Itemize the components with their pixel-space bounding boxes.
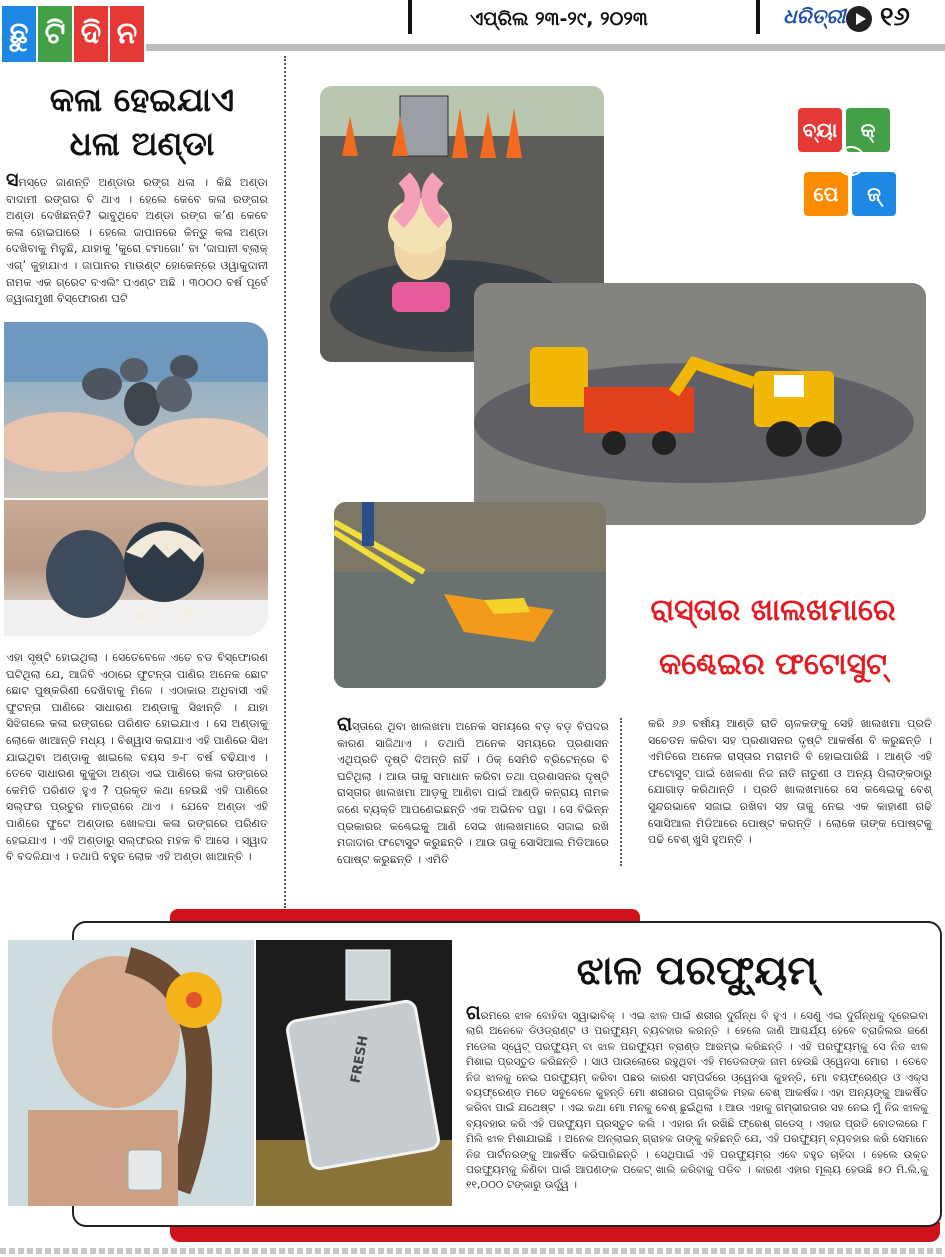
- pothole-headline-line: କଣ୍ଢେଇର ଫଟୋସୁଟ୍: [659, 647, 887, 682]
- perfume-bottle-photo: [256, 940, 452, 1206]
- pothole-text: ସ୍ତାରେ ଥିବା ଖାଲଖମା ଅନେକ ସମୟରେ ବଡ଼ ବଡ଼ ବିପଦର କାରଣ ସାଜିଥାଏ । ତଥାପି ଅନେକ ସମୟରେ ପ୍ରଶାସନ ଏଥିପ୍ରତି ଦୃଷ୍ଟି ଦିଅନ୍ତି ନାହିଁ । ଠିକ୍ ସେମିତି ବ୍ରିଟେନ୍‌ରେ ବି ଘଟିଥିଲା । ଆଉ ତାକୁ ସମାଧାନ କରିବା ତଥା ପ୍ରଶାସନର ଦୃଷ୍ଟି ରାସ୍ତାର ଖାଲଖମା ଆଡ଼କୁ ଆଣିବା ପାଇଁ ଆଣ୍ଡି କନ୍‌ରାୟ ନାମକ ଜଣେ ବ୍ୟକ୍ତି ଆପଣେଇଛନ୍ତି ଏକ ଅଭିନବ ପନ୍ଥା । ସେ ବିଭିନ୍ନ ପ୍ରକାରର କଣ୍ଢେଇକୁ ଆଣି ସେଇ ଖାଲଖମାରେ ସଜାଇ ରଖି ମଜାଦାର ଫଟୋସୁଟ କରୁଛନ୍ତି । ଆଉ ତାକୁ ସୋସିଆଲ ମିଡିଆରେ ପୋଷ୍ଟ କରୁଛନ୍ତି । ଏମିତି: [337, 720, 609, 866]
- header-divider: [756, 0, 760, 34]
- header-rule: [146, 44, 945, 51]
- section-logo-letter: ନ: [110, 6, 144, 62]
- eggs-headline-line: ଧଳା ଅଣ୍ଡା: [69, 124, 215, 163]
- page-number: ୧୬: [880, 2, 910, 32]
- toy-boat-in-pothole-illustration: [334, 502, 606, 688]
- model-illustration: [8, 940, 254, 1206]
- dropcap: ଗ: [466, 1002, 481, 1024]
- model-photo: [8, 940, 254, 1206]
- pothole-column-1: [337, 713, 609, 868]
- header-divider: [408, 0, 412, 34]
- eggs-paragraph-2: ଏହା ସୃଷ୍ଟି ହୋଇଥିଲା । ସେତେବେଳେ ଏତେ ବଡ ବିସ୍ଫୋରଣ ଘଟିଥିଲା ଯେ, ଆଜିବି ଏଠାରେ ଫୁଟନ୍ତା ପାଣିର ଅନେକ ଛୋଟ ଛୋଟ ପୁଷ୍କରିଣୀ ଦେଖିବାକୁ ମିଳେ । ଏଠାକାର ଅଧିବାସୀ ଏହି ଫୁଟନ୍ତା ପାଣିରେ ସାଧାରଣ ଅଣ୍ଡାକୁ ସିଝାନ୍ତି । ଯାହା ସିଝିଗଲେ କଳା ରଙ୍ଗରେ ପରିଣତ ହୋଇଯାଏ । ସେ ଅଣ୍ଡାକୁ ଲୋକେ ଖାଆନ୍ତି ମଧ୍ୟ । ବିଶ୍ୱାସ କରାଯାଏ ଏହି ପାଣିରେ ସିଝା ଯାଇଥିବା ଅଣ୍ଡାକୁ ଖାଇଲେ ବୟସ ୭-୮ ବର୍ଷ ବଢିଯାଏ । ତେବେ ସାଧାରଣ କୁକୁଡା ଅଣ୍ଡା ଏଇ ପାଣିରେ କଳା ରଙ୍ଗରେ କେମିତି ପରିଣତ ହୁଏ ? ପ୍ରକୃତ କଥା ହେଉଛି ଏହି ପାଣିରେ ସଲ୍ଫର ପ୍ରଚୁର ମାତ୍ରାରେ ଥାଏ । ଯେବେ ଅଣ୍ଡା ଏହି ପାଣିରେ ଫୁଟେ ଅଣ୍ଡାର ଖୋଳପା କଳା ରଙ୍ଗରେ ପରିଣତ ହେଇଯାଏ । ଏହି ଅଣ୍ଡାରୁ ସଲ୍ଫରର ମହକ ବି ଆସେ । ସ୍ୱାଦ ବି ବଦଳିଯାଏ । ତଥାପି ବହୁତ ଲୋକ ଏହି ଅଣ୍ଡା ଖାଆନ୍ତି ।: [6, 651, 268, 864]
- footer-rule: [0, 1248, 945, 1254]
- dropcap: ସ: [6, 169, 19, 191]
- perfume-headline: ଝାଳ ପରଫ୍ୟୁମ୍: [576, 948, 818, 994]
- dropcap: ରା: [337, 713, 353, 735]
- perfume-body: [466, 1002, 928, 1194]
- play-icon: [846, 6, 872, 32]
- brand-logo: ଧରିତ୍ରୀ: [783, 4, 846, 28]
- cracked-black-eggs-illustration: [4, 500, 268, 636]
- bottle-label: FRESH: [348, 1034, 372, 1085]
- back-page-letter: କ୍: [846, 108, 890, 152]
- issue-date: ଏପ୍ରିଲ ୨୩-୨୯, ୨୦୨୩: [470, 8, 648, 30]
- eggs-headline: [6, 78, 278, 166]
- perfume-text: ରମରେ ଝାଳ ବୋହିବା ସ୍ୱାଭାବିକ୍ । ଏଇ ଝାଳ ପାଇଁ ଶରୀର ଦୁର୍ଗନ୍ଧ ବି ହୁଏ । ସେଣୁ ଏଇ ଦୁର୍ଗନ୍ଧକୁ ଦୂରେଇବା ଲାଗି ଅନେକେ ଡିଓଡ୍ରାଣ୍ଟ ଓ ପରଫ୍ୟୁମ୍ ବ୍ୟବହାର କରନ୍ତି । ହେଲେ ଜାଣି ଆଶ୍ଚର୍ଯ୍ୟ ହେବେ ବ୍ରାଜିଲର ଜଣେ ମଡେଲ ସ୍ୱେଟ୍ ପରଫ୍ୟୁମ୍ ବା ଝାଳ ପରଫ୍ୟୁମ ବ୍ରାଣ୍ଡ ଆରମ୍ଭ କରିଛନ୍ତି । ଏହି ପରଫ୍ୟୁମ୍‌କୁ ସେ ନିଜ ଝାଳ ମିଶାଇ ପ୍ରସ୍ତୁତ କରିଛନ୍ତି । ସାଓ ପାଉଲୋରେ ରହୁଥିବା ଏହି ମଡେଲଙ୍କ ନାମ ହେଉଛି ଓ୍ୱେନସା ମୋରା । ତେବେ ନିଜ ଝାଳକୁ ନେଇ ପରଫ୍ୟୁମ୍ କରିବା ପଛର କାରଣ ସମ୍ପର୍କରେ ଓ୍ୱେନସା କୁହନ୍ତି, ମୋ ବୟଫ୍ରେଣ୍ଡ ଓ ଏକ୍ସ ବୟଫ୍ରେଣ୍ଡ ମତେ ସବୁବେଳେ କୁହନ୍ତି ମୋ ଶରୀରର ପ୍ରାକୃତିକ ମହକ ବେଶ୍ ଆକର୍ଷକ। ଏହା ଅନ୍ୟଙ୍କୁ ଆକର୍ଷିତ କରିବା ପାଇଁ ଯଥେଷ୍ଟ । ଏଇ କଥା ମୋ ମନକୁ ବେଶ୍ ଛୁଇଁଥିଲା । ଆଉ ଏହାକୁ ଗମ୍ଭୀରତାର ସହ ନେଇ ମୁଁ ନିଜ ଝାଳକୁ ବ୍ୟବହାର କରି ଏହି ପରଫ୍ୟୁମ ପ୍ରସ୍ତୁତ କଲି । ଏହାର ନାଁ ରଖିଛି ଫ୍ରେଶ୍ ଗଡେସ୍ । ଏହାର ପ୍ରତି ବୋତଲରେ ୮ ମିଲି ଝାଳ ମିଶାଯାଇଛି । ଅନେକ ଅନ୍‌ଲାଇନ୍ ଗ୍ରାହକ ତାଙ୍କୁ କହିଛନ୍ତି ଯେ, ଏହି ପରଫ୍ୟୁମ୍ ବ୍ୟବହାର କରି ସେମାନେ ନିଜ ପାର୍ଟନରଙ୍କୁ ଆକର୍ଷିତ କରିପାରିଛନ୍ତି । ସେଥିପାଇଁ ଏହି ପରଫ୍ୟୁମ୍‌ର ଏବେ ବହୁତ ଚାହିଦା । ହେଲେ ଉକ୍ତ ପରଫ୍ୟୁମ୍‌କୁ କିଣିବା ପାଇଁ ଆପଣଙ୍କ ପକେଟ୍ ଖାଲି କରିବାକୁ ପଡିବ । କାରଣ ଏହାର ମୂଲ୍ୟ ହେଉଛି ୫୦ ମି.ଲି.କୁ ୧୧,୦୦୦ ଟଙ୍କାରୁ ଊର୍ଦ୍ଧ୍ୱ ।: [466, 1010, 928, 1192]
- section-logo-letter: ଟି: [38, 6, 72, 62]
- black-eggs-in-hands-illustration: [4, 322, 268, 498]
- eggs-text: ମସ୍ତେ ଜାଣନ୍ତି ଅଣ୍ଡାର ରଙ୍ଗ ଧଳା । କିଛି ଅଣ୍ଡା ବାଦାମୀ ରଙ୍ଗର ବି ଥାଏ । ହେଲେ କେବେ କଳା ରଙ୍ଗର ଅଣ୍ଡା ଦେଖିଛନ୍ତି? ଭାବୁଥିବେ ଅଣ୍ଡା ରଙ୍ଗ କ’ଣ କେବେ କଳା ହୋଇପାରେ । ହେଲେ ଜାପାନରେ କିନ୍ତୁ କଳା ଅଣ୍ଡା ଦେଖିବାକୁ ମିଳୁଛି, ଯାହାକୁ ‘କୁରୋ ଟମାଗୋ’ ବା ‘ଜାପାନୀ ବ୍ଲାକ୍ ଏଗ୍’ କୁହାଯାଏ । ଜାପାନର ମାଉଣ୍ଟ ହୋକେନ୍‌ରେ ଓୱାକୁଦାନୀ ନାମକ ଏକ ଗ୍ରେଟ ବଏଲିଂ ପଏଣ୍ଟ ଅଛି । ୩୦୦୦ ବର୍ଷ ପୂର୍ବେ ଜ୍ୱାଳାମୁଖୀ ବିସ୍ଫୋରଣ ଘଟି: [6, 176, 268, 306]
- cracked-black-eggs-photo: [4, 500, 268, 636]
- pothole-headline: [612, 584, 934, 692]
- toy-trucks-in-pothole-photo: [474, 283, 926, 525]
- toy-boat-in-pothole-photo: [334, 502, 606, 688]
- eggs-headline-line: କଳା ହେଇଯାଏ: [49, 80, 235, 119]
- back-page-letter: ଜ୍: [852, 172, 896, 216]
- toy-trucks-in-pothole-illustration: [474, 283, 926, 525]
- back-page-letter: ବ୍ୟା: [798, 108, 842, 152]
- back-page-letter: ପେ: [804, 172, 848, 216]
- magnifier-icon: [836, 146, 866, 176]
- column-divider: [284, 56, 286, 908]
- black-eggs-in-hands-photo: [4, 322, 268, 498]
- pothole-column-2: କରି ୬୬ ବର୍ଷୀୟ ଆଣ୍ଡି ରାତି ଚାଳକଙ୍କୁ ସେହି ଖାଲଖମା ପ୍ରତି ସଚେତନ କରିବା ସହ ପ୍ରଶାସନର ଦୃଷ୍ଟି ଆକର୍ଷଣ ବି କରୁଛନ୍ତି । ଏମିତିରେ ଅନେକ ରାସ୍ତାର ମରାମତି ବି ହୋଇପାରିଛି । ଆଣ୍ଡି ଏହି ଫଟୋସୁଟ୍ ପାଇଁ ଖେଳଣା ନିଜ ନାତି ନାତୁଣୀ ଓ ଅନ୍ୟ ପିଲାଙ୍କଠାରୁ ଯୋଗାଡ଼ କରିଥାନ୍ତି । ପ୍ରତି ଖାଲଖମାରେ ସେ କଣ୍ଢେଇକୁ ବେଶ୍ ସୁନ୍ଦରଭାବେ ସଜାଇ ରଖିବା ସହ ତାକୁ ନେଇ ଏକ କାହାଣୀ ଗଢି ସୋସିଆଲ ମିଡିଆରେ ପୋଷ୍ଟ କରନ୍ତି । ଲୋକେ ତାଙ୍କ ପୋଷ୍ଟକୁ ପଢି ବେଶ୍ ଖୁସି ହୁଅନ୍ତି ।: [648, 717, 932, 847]
- eggs-paragraph-1: [6, 169, 268, 308]
- section-logo-letter: ଛୁ: [2, 6, 36, 62]
- section-logo-letter: ଦି: [74, 6, 108, 62]
- pothole-headline-line: ରାସ୍ତାର ଖାଲଖମାରେ: [650, 593, 896, 628]
- column-divider: [620, 718, 622, 866]
